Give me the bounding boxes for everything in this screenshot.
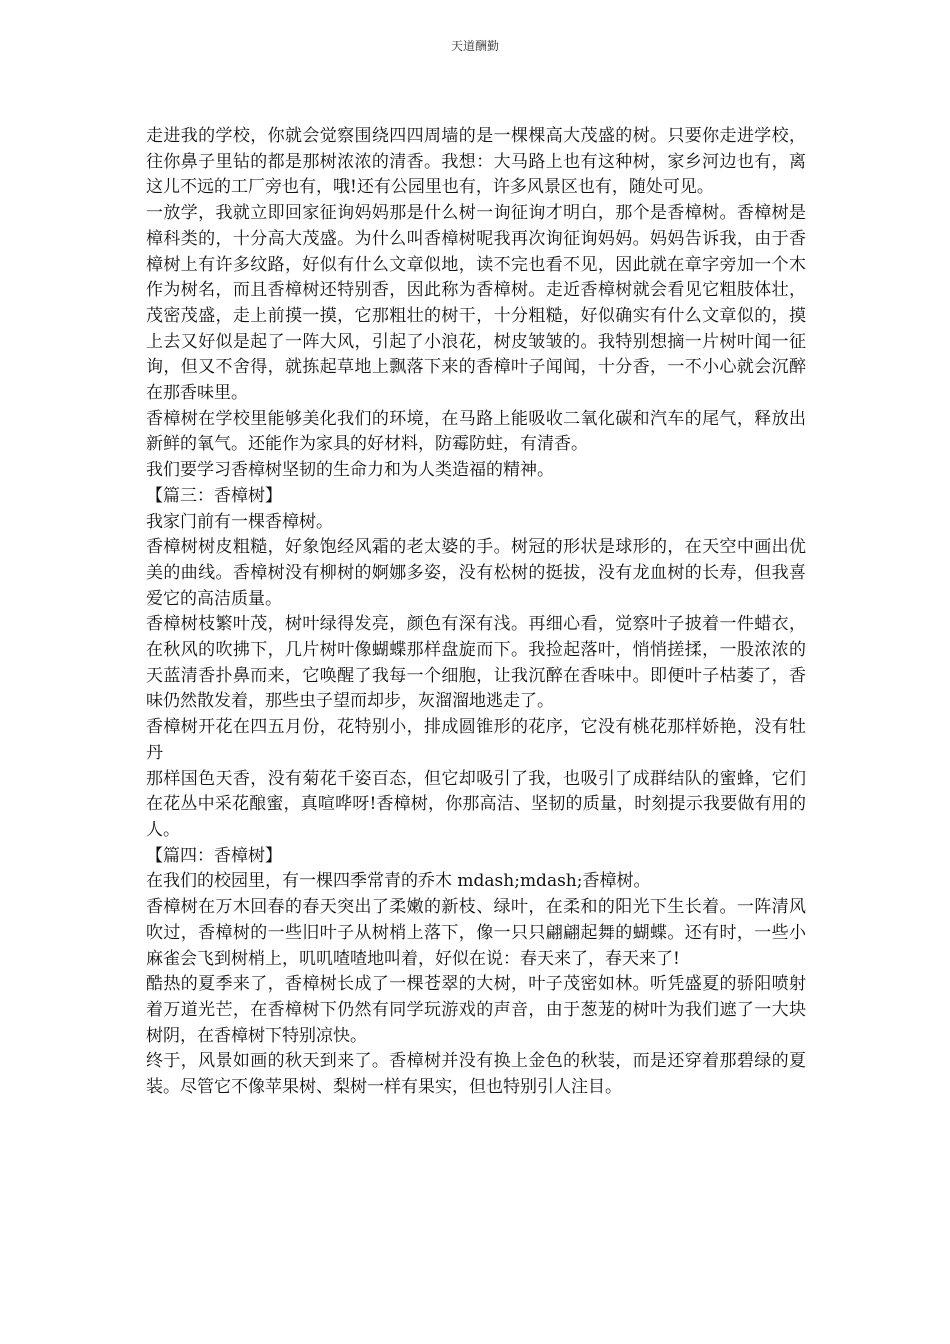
paragraph: 我家门前有一棵香樟树。	[146, 511, 333, 532]
paragraph: 香樟树树皮粗糙，好象饱经风霜的老太婆的手。树冠的形状是球形的，在天空中画出优美的曲线。香樟树没有柳树的婀娜多姿，没有松树的挺拔，没有龙血树的长寿，但我喜爱它的高洁质量。	[146, 537, 806, 609]
paragraph: 那样国色天香，没有菊花千姿百态，但它却吸引了我，也吸引了成群结队的蜜蜂，它们在花丛中采花酿蜜，真喧哗呀!香樟树，你那高洁、坚韧的质量，时刻提示我要做有用的人。	[146, 768, 806, 840]
paragraph: 香樟树枝繁叶茂，树叶绿得发亮，颜色有深有浅。再细心看，觉察叶子披着一件蜡衣，在秋风的吹拂下，几片树叶像蝴蝶那样盘旋而下。我捡起落叶，悄悄搓揉，一股浓浓的天蓝清香扑鼻而来，它唤醒了我每一个细胞，让我沉醉在香味中。即便叶子枯萎了，香味仍然散发着，那些虫子望而却步，灰溜溜地逃走了。	[146, 614, 806, 712]
paragraph: 香樟树在学校里能够美化我们的环境，在马路上能吸收二氧化碳和汽车的尾气，释放出新鲜的氧气。还能作为家具的好材料，防霉防蛀，有清香。	[146, 408, 806, 455]
paragraph: 我们要学习香樟树坚韧的生命力和为人类造福的精神。	[146, 460, 554, 481]
section-heading: 【篇四：香樟树】	[146, 845, 282, 866]
paragraph: 一放学，我就立即回家征询妈妈那是什么树一询征询才明白，那个是香樟树。香樟树是樟科类的，十分高大茂盛。为什么叫香樟树呢我再次询征询妈妈。妈妈告诉我，由于香樟树上有许多纹路，好似有什么文章似地，读不完也看不见，因此就在章字旁加一个木作为树名，而且香樟树还特别香，因此称为香樟树。走近香樟树就会看见它粗肢体壮，茂密茂盛，走上前摸一摸，它那粗壮的树干，十分粗糙，好似确实有什么文章似的，摸上去又好似是起了一阵大风，引起了小浪花，树皮皱皱的。我特别想摘一片树叶闻一征询，但又不舍得，就拣起草地上飘落下来的香樟叶子闻闻，十分香，一不小心就会沉醉在那香味里。	[146, 203, 806, 404]
paragraph: 香樟树在万木回春的春天突出了柔嫩的新枝、绿叶，在柔和的阳光下生长着。一阵清风吹过，香樟树的一些旧叶子从树梢上落下，像一只只翩翩起舞的蝴蝶。还有时，一些小麻雀会飞到树梢上，叽叽喳喳地叫着，好似在说：春天来了，春天来了!	[146, 897, 806, 969]
page-header: 天道酬勤	[450, 39, 499, 53]
paragraph: 香樟树开花在四五月份，花特别小，排成圆锥形的花序，它没有桃花那样娇艳，没有牡丹	[146, 717, 806, 763]
section-heading: 【篇三：香樟树】	[146, 485, 282, 506]
paragraph: 终于，风景如画的秋天到来了。香樟树并没有换上金色的秋装，而是还穿着那碧绿的夏装。尽管它不像苹果树、梨树一样有果实，但也特别引人注目。	[146, 1051, 806, 1098]
paragraph: 酷热的夏季来了，香樟树长成了一棵苍翠的大树，叶子茂密如林。听凭盛夏的骄阳喷射着万道光芒，在香樟树下仍然有同学玩游戏的声音，由于葱茏的树叶为我们遮了一大块树阴，在香樟树下特别凉快。	[146, 974, 806, 1046]
paragraph: 在我们的校园里，有一棵四季常青的乔木 mdash;mdash;香樟树。	[146, 871, 651, 892]
paragraph: 走进我的学校，你就会觉察围绕四四周墙的是一棵棵高大茂盛的树。只要你走进学校，往你鼻子里钻的都是那树浓浓的清香。我想：大马路上也有这种树，家乡河边也有，离这儿不远的工厂旁也有，哦!还有公园里也有，许多风景区也有，随处可见。	[146, 126, 806, 198]
document-body	[146, 124, 806, 1101]
